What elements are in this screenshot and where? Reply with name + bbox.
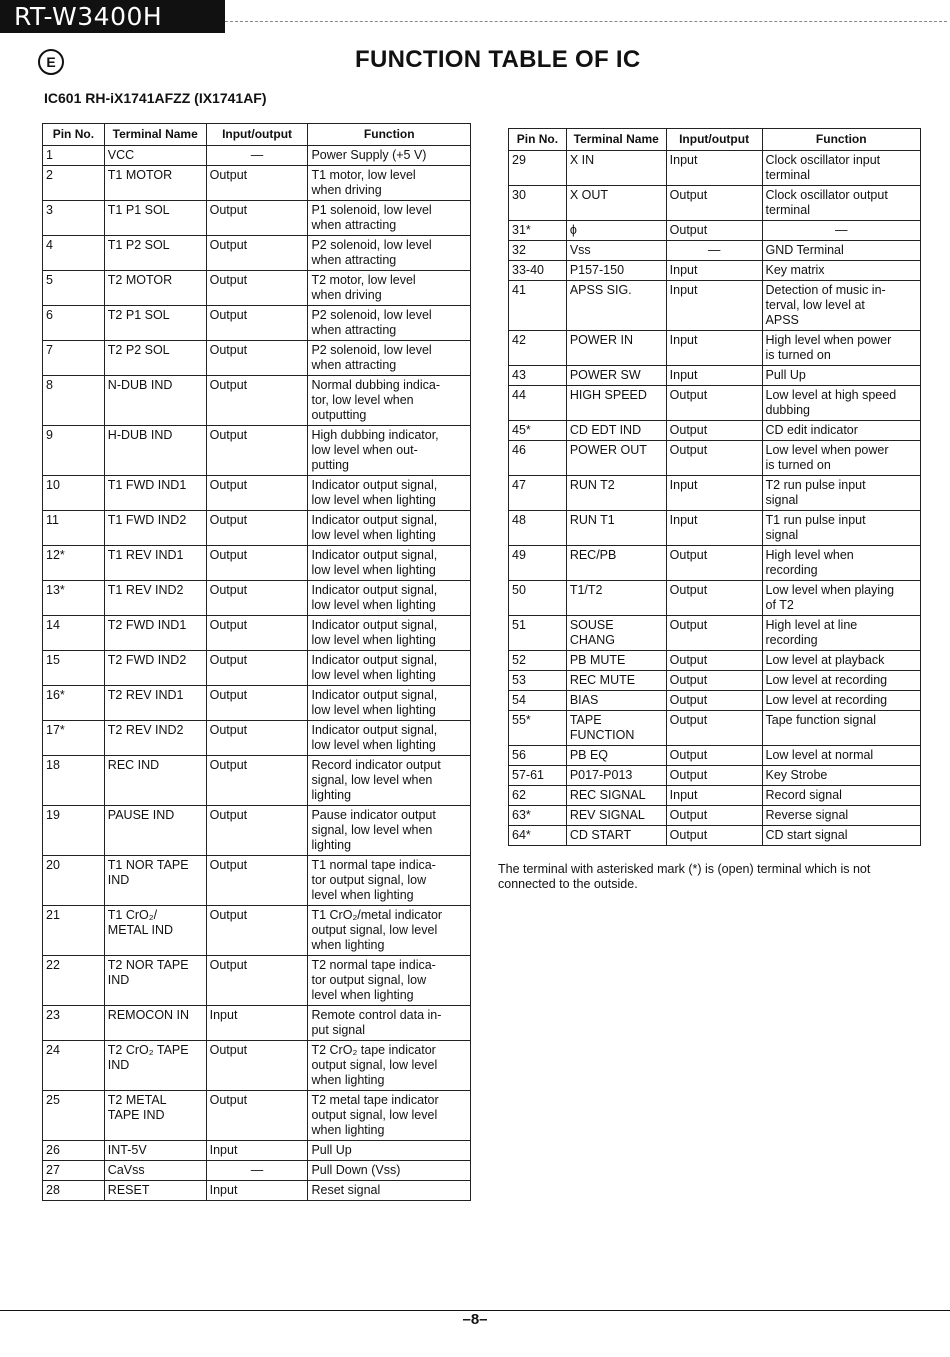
table-row — [509, 651, 921, 671]
cell-terminal-name: Vss — [566, 241, 666, 261]
table-row — [509, 691, 921, 711]
cell-function: Reverse signal — [762, 806, 920, 826]
header-input-output: Input/output — [666, 129, 762, 151]
cell-pin-no: 1 — [43, 146, 105, 166]
cell-function: T1 run pulse input signal — [762, 511, 920, 546]
cell-pin-no: 13* — [43, 581, 105, 616]
cell-input-output: Input — [666, 261, 762, 281]
table-row — [43, 856, 471, 906]
table-row — [509, 671, 921, 691]
cell-function: Clock oscillator output terminal — [762, 186, 920, 221]
cell-input-output: Output — [666, 546, 762, 581]
cell-input-output: Output — [206, 376, 308, 426]
table-row — [43, 721, 471, 756]
cell-function: Indicator output signal, low level when lighting — [308, 476, 471, 511]
cell-terminal-name: N-DUB IND — [104, 376, 206, 426]
cell-function: Low level at recording — [762, 691, 920, 711]
cell-function: High level when recording — [762, 546, 920, 581]
cell-pin-no: 27 — [43, 1161, 105, 1181]
cell-pin-no: 26 — [43, 1141, 105, 1161]
cell-function: Key matrix — [762, 261, 920, 281]
cell-terminal-name: CD START — [566, 826, 666, 846]
cell-input-output: Output — [666, 616, 762, 651]
table-row — [509, 581, 921, 616]
table-header-row — [43, 124, 471, 146]
cell-input-output: Output — [206, 511, 308, 546]
table-row — [509, 221, 921, 241]
model-badge: RT-W3400H — [0, 0, 225, 33]
cell-input-output: Output — [666, 221, 762, 241]
cell-terminal-name: TAPE FUNCTION — [566, 711, 666, 746]
table-row — [43, 476, 471, 511]
cell-input-output: Output — [206, 721, 308, 756]
table-row — [43, 956, 471, 1006]
cell-function: Low level when playing of T2 — [762, 581, 920, 616]
cell-function: Clock oscillator input terminal — [762, 151, 920, 186]
cell-input-output: — — [206, 1161, 308, 1181]
cell-terminal-name: T1 P2 SOL — [104, 236, 206, 271]
cell-input-output: Output — [666, 806, 762, 826]
table-row — [509, 766, 921, 786]
cell-function: P2 solenoid, low level when attracting — [308, 236, 471, 271]
cell-terminal-name: T1 MOTOR — [104, 166, 206, 201]
cell-terminal-name: T1 P1 SOL — [104, 201, 206, 236]
cell-function: Indicator output signal, low level when lighting — [308, 581, 471, 616]
cell-function: GND Terminal — [762, 241, 920, 261]
cell-function: Indicator output signal, low level when lighting — [308, 651, 471, 686]
cell-input-output: Output — [666, 651, 762, 671]
table-row — [509, 746, 921, 766]
table-row — [43, 1181, 471, 1201]
cell-function: P2 solenoid, low level when attracting — [308, 306, 471, 341]
cell-pin-no: 17* — [43, 721, 105, 756]
cell-terminal-name: APSS SIG. — [566, 281, 666, 331]
cell-terminal-name: T2 REV IND2 — [104, 721, 206, 756]
cell-pin-no: 29 — [509, 151, 567, 186]
cell-pin-no: 18 — [43, 756, 105, 806]
cell-terminal-name: P157-150 — [566, 261, 666, 281]
table-row — [509, 546, 921, 581]
table-row — [509, 366, 921, 386]
cell-pin-no: 2 — [43, 166, 105, 201]
cell-function: Pull Up — [308, 1141, 471, 1161]
table-row — [509, 386, 921, 421]
cell-pin-no: 10 — [43, 476, 105, 511]
table-row — [43, 756, 471, 806]
cell-pin-no: 50 — [509, 581, 567, 616]
cell-pin-no: 41 — [509, 281, 567, 331]
cell-pin-no: 64* — [509, 826, 567, 846]
cell-function: T2 motor, low level when driving — [308, 271, 471, 306]
cell-input-output: Output — [206, 651, 308, 686]
table-row — [43, 201, 471, 236]
table-row — [43, 236, 471, 271]
cell-terminal-name: CaVss — [104, 1161, 206, 1181]
cell-input-output: Output — [206, 756, 308, 806]
cell-terminal-name: T1 REV IND1 — [104, 546, 206, 581]
cell-input-output: Output — [206, 581, 308, 616]
cell-input-output: Input — [666, 151, 762, 186]
cell-function: T2 run pulse input signal — [762, 476, 920, 511]
cell-terminal-name: X IN — [566, 151, 666, 186]
cell-pin-no: 43 — [509, 366, 567, 386]
cell-pin-no: 19 — [43, 806, 105, 856]
cell-terminal-name: T2 CrO₂ TAPE IND — [104, 1041, 206, 1091]
cell-terminal-name: SOUSE CHANG — [566, 616, 666, 651]
cell-input-output: — — [666, 241, 762, 261]
cell-input-output: Output — [666, 671, 762, 691]
cell-input-output: Output — [206, 476, 308, 511]
header-rule — [225, 21, 947, 22]
function-table-left — [42, 123, 471, 1201]
cell-terminal-name: REV SIGNAL — [566, 806, 666, 826]
table-row — [509, 711, 921, 746]
cell-terminal-name: T2 FWD IND1 — [104, 616, 206, 651]
cell-function: CD start signal — [762, 826, 920, 846]
cell-function: High dubbing indicator, low level when out- putting — [308, 426, 471, 476]
cell-pin-no: 16* — [43, 686, 105, 721]
cell-input-output: Output — [206, 616, 308, 651]
cell-terminal-name: RUN T2 — [566, 476, 666, 511]
table-row — [509, 476, 921, 511]
cell-pin-no: 14 — [43, 616, 105, 651]
table-row — [509, 186, 921, 221]
cell-terminal-name: T1 NOR TAPE IND — [104, 856, 206, 906]
cell-input-output: Output — [666, 746, 762, 766]
cell-pin-no: 49 — [509, 546, 567, 581]
cell-terminal-name: BIAS — [566, 691, 666, 711]
cell-pin-no: 51 — [509, 616, 567, 651]
cell-function: T2 metal tape indicator output signal, low level when lighting — [308, 1091, 471, 1141]
cell-input-output: Input — [206, 1006, 308, 1041]
table-row — [43, 1041, 471, 1091]
footnote: The terminal with asterisked mark (*) is (open) terminal which is not connected to the outside. — [498, 862, 871, 891]
cell-pin-no: 23 — [43, 1006, 105, 1041]
cell-pin-no: 21 — [43, 906, 105, 956]
cell-function: Low level at playback — [762, 651, 920, 671]
cell-input-output: Output — [666, 581, 762, 616]
cell-terminal-name: T1 FWD IND2 — [104, 511, 206, 546]
table-row — [509, 261, 921, 281]
table-row — [509, 241, 921, 261]
cell-terminal-name: T2 FWD IND2 — [104, 651, 206, 686]
cell-pin-no: 31* — [509, 221, 567, 241]
table-row — [43, 1006, 471, 1041]
cell-pin-no: 46 — [509, 441, 567, 476]
cell-input-output: Output — [206, 806, 308, 856]
cell-pin-no: 54 — [509, 691, 567, 711]
cell-input-output: Output — [206, 956, 308, 1006]
cell-function: Normal dubbing indica- tor, low level when outputting — [308, 376, 471, 426]
language-mark-icon: E — [38, 49, 64, 75]
cell-pin-no: 42 — [509, 331, 567, 366]
cell-terminal-name: POWER SW — [566, 366, 666, 386]
table-row — [43, 146, 471, 166]
header-pin-no: Pin No. — [509, 129, 567, 151]
table-row — [43, 686, 471, 721]
cell-function: Indicator output signal, low level when lighting — [308, 686, 471, 721]
cell-pin-no: 3 — [43, 201, 105, 236]
cell-input-output: Input — [666, 331, 762, 366]
cell-function: Key Strobe — [762, 766, 920, 786]
cell-terminal-name: VCC — [104, 146, 206, 166]
cell-function: Low level at recording — [762, 671, 920, 691]
cell-terminal-name: T2 REV IND1 — [104, 686, 206, 721]
table-row — [43, 806, 471, 856]
cell-terminal-name: REMOCON IN — [104, 1006, 206, 1041]
cell-terminal-name: T1/T2 — [566, 581, 666, 616]
cell-pin-no: 12* — [43, 546, 105, 581]
cell-function: T1 motor, low level when driving — [308, 166, 471, 201]
cell-pin-no: 55* — [509, 711, 567, 746]
cell-pin-no: 8 — [43, 376, 105, 426]
cell-terminal-name: REC/PB — [566, 546, 666, 581]
cell-input-output: Output — [206, 546, 308, 581]
cell-input-output: Output — [206, 686, 308, 721]
header-input-output: Input/output — [206, 124, 308, 146]
cell-pin-no: 4 — [43, 236, 105, 271]
cell-terminal-name: T1 REV IND2 — [104, 581, 206, 616]
cell-function: P1 solenoid, low level when attracting — [308, 201, 471, 236]
cell-terminal-name: CD EDT IND — [566, 421, 666, 441]
page-number: –8– — [462, 1311, 488, 1328]
cell-pin-no: 20 — [43, 856, 105, 906]
cell-input-output: Input — [206, 1181, 308, 1201]
cell-pin-no: 30 — [509, 186, 567, 221]
cell-input-output: Output — [206, 1091, 308, 1141]
cell-function: Low level at high speed dubbing — [762, 386, 920, 421]
cell-terminal-name: POWER OUT — [566, 441, 666, 476]
table-row — [509, 786, 921, 806]
cell-pin-no: 22 — [43, 956, 105, 1006]
cell-input-output: Output — [206, 906, 308, 956]
cell-pin-no: 52 — [509, 651, 567, 671]
cell-input-output: Output — [666, 186, 762, 221]
cell-function: T1 CrO₂/metal indicator output signal, low level when lighting — [308, 906, 471, 956]
table-row — [509, 616, 921, 651]
header-function: Function — [308, 124, 471, 146]
cell-terminal-name: T1 FWD IND1 — [104, 476, 206, 511]
cell-function: Indicator output signal, low level when lighting — [308, 616, 471, 651]
cell-function: Tape function signal — [762, 711, 920, 746]
table-row — [43, 511, 471, 546]
header-pin-no: Pin No. — [43, 124, 105, 146]
cell-pin-no: 7 — [43, 341, 105, 376]
cell-pin-no: 48 — [509, 511, 567, 546]
table-row — [43, 651, 471, 686]
cell-function: Pull Down (Vss) — [308, 1161, 471, 1181]
cell-pin-no: 9 — [43, 426, 105, 476]
cell-input-output: Output — [206, 236, 308, 271]
cell-pin-no: 15 — [43, 651, 105, 686]
cell-input-output: Input — [206, 1141, 308, 1161]
cell-input-output: — — [206, 146, 308, 166]
table-row — [43, 1141, 471, 1161]
cell-input-output: Input — [666, 281, 762, 331]
cell-function: T1 normal tape indica- tor output signal, low level when lighting — [308, 856, 471, 906]
cell-function: Remote control data in- put signal — [308, 1006, 471, 1041]
cell-terminal-name: T2 NOR TAPE IND — [104, 956, 206, 1006]
cell-input-output: Output — [206, 271, 308, 306]
cell-terminal-name: T2 P2 SOL — [104, 341, 206, 376]
cell-terminal-name: ϕ — [566, 221, 666, 241]
table-row — [43, 1161, 471, 1181]
table-row — [509, 826, 921, 846]
cell-pin-no: 24 — [43, 1041, 105, 1091]
cell-input-output: Output — [666, 826, 762, 846]
header-terminal-name: Terminal Name — [104, 124, 206, 146]
cell-function: CD edit indicator — [762, 421, 920, 441]
table-row — [43, 616, 471, 651]
cell-input-output: Output — [666, 766, 762, 786]
cell-input-output: Input — [666, 511, 762, 546]
table-row — [509, 421, 921, 441]
cell-terminal-name: REC MUTE — [566, 671, 666, 691]
header-terminal-name: Terminal Name — [566, 129, 666, 151]
cell-function: Indicator output signal, low level when lighting — [308, 511, 471, 546]
cell-pin-no: 63* — [509, 806, 567, 826]
function-table-right — [508, 128, 921, 846]
table-row — [43, 341, 471, 376]
table-row — [43, 906, 471, 956]
table-row — [43, 546, 471, 581]
cell-pin-no: 6 — [43, 306, 105, 341]
table-row — [43, 271, 471, 306]
table-row — [509, 441, 921, 476]
cell-function: T2 CrO₂ tape indicator output signal, low level when lighting — [308, 1041, 471, 1091]
table-row — [43, 581, 471, 616]
ic-heading: IC601 RH-iX1741AFZZ (IX1741AF) — [44, 90, 267, 106]
cell-input-output: Output — [206, 341, 308, 376]
cell-terminal-name: T2 MOTOR — [104, 271, 206, 306]
cell-function: Reset signal — [308, 1181, 471, 1201]
table-row — [43, 306, 471, 341]
cell-terminal-name: REC SIGNAL — [566, 786, 666, 806]
cell-input-output: Output — [666, 386, 762, 421]
cell-terminal-name: PB EQ — [566, 746, 666, 766]
cell-terminal-name: HIGH SPEED — [566, 386, 666, 421]
cell-function: Record indicator output signal, low level when lighting — [308, 756, 471, 806]
cell-pin-no: 44 — [509, 386, 567, 421]
cell-function: P2 solenoid, low level when attracting — [308, 341, 471, 376]
table-row — [509, 511, 921, 546]
table-header-row — [509, 129, 921, 151]
cell-input-output: Input — [666, 476, 762, 511]
page-title: FUNCTION TABLE OF IC — [355, 46, 641, 73]
cell-input-output: Output — [666, 441, 762, 476]
cell-pin-no: 5 — [43, 271, 105, 306]
cell-function: Low level at normal — [762, 746, 920, 766]
cell-function: Pull Up — [762, 366, 920, 386]
cell-input-output: Output — [206, 1041, 308, 1091]
table-row — [43, 166, 471, 201]
cell-terminal-name: H-DUB IND — [104, 426, 206, 476]
cell-terminal-name: T1 CrO₂/ METAL IND — [104, 906, 206, 956]
cell-pin-no: 57-61 — [509, 766, 567, 786]
cell-terminal-name: T2 METAL TAPE IND — [104, 1091, 206, 1141]
cell-function: Detection of music in- terval, low level at APSS — [762, 281, 920, 331]
cell-function: Indicator output signal, low level when lighting — [308, 721, 471, 756]
cell-function: High level at line recording — [762, 616, 920, 651]
cell-pin-no: 32 — [509, 241, 567, 261]
table-row — [509, 331, 921, 366]
table-row — [509, 281, 921, 331]
cell-terminal-name: POWER IN — [566, 331, 666, 366]
cell-input-output: Output — [206, 856, 308, 906]
cell-function: High level when power is turned on — [762, 331, 920, 366]
cell-function: — — [762, 221, 920, 241]
header-function: Function — [762, 129, 920, 151]
cell-terminal-name: PB MUTE — [566, 651, 666, 671]
cell-input-output: Output — [206, 306, 308, 341]
cell-pin-no: 47 — [509, 476, 567, 511]
cell-pin-no: 45* — [509, 421, 567, 441]
cell-function: Record signal — [762, 786, 920, 806]
table-row — [43, 376, 471, 426]
cell-pin-no: 11 — [43, 511, 105, 546]
cell-input-output: Output — [666, 691, 762, 711]
cell-input-output: Input — [666, 786, 762, 806]
table-row — [43, 1091, 471, 1141]
cell-terminal-name: INT-5V — [104, 1141, 206, 1161]
cell-function: Indicator output signal, low level when lighting — [308, 546, 471, 581]
cell-terminal-name: T2 P1 SOL — [104, 306, 206, 341]
cell-input-output: Output — [206, 201, 308, 236]
cell-input-output: Output — [206, 166, 308, 201]
cell-pin-no: 28 — [43, 1181, 105, 1201]
cell-terminal-name: REC IND — [104, 756, 206, 806]
cell-terminal-name: RESET — [104, 1181, 206, 1201]
cell-pin-no: 33-40 — [509, 261, 567, 281]
cell-input-output: Output — [666, 711, 762, 746]
cell-pin-no: 25 — [43, 1091, 105, 1141]
cell-input-output: Output — [206, 426, 308, 476]
cell-input-output: Output — [666, 421, 762, 441]
cell-pin-no: 62 — [509, 786, 567, 806]
table-row — [509, 806, 921, 826]
cell-pin-no: 53 — [509, 671, 567, 691]
cell-terminal-name: RUN T1 — [566, 511, 666, 546]
cell-terminal-name: PAUSE IND — [104, 806, 206, 856]
cell-function: T2 normal tape indica- tor output signal, low level when lighting — [308, 956, 471, 1006]
cell-function: Pause indicator output signal, low level when lighting — [308, 806, 471, 856]
cell-function: Low level when power is turned on — [762, 441, 920, 476]
cell-function: Power Supply (+5 V) — [308, 146, 471, 166]
cell-terminal-name: P017-P013 — [566, 766, 666, 786]
table-row — [43, 426, 471, 476]
table-row — [509, 151, 921, 186]
cell-input-output: Input — [666, 366, 762, 386]
cell-terminal-name: X OUT — [566, 186, 666, 221]
cell-pin-no: 56 — [509, 746, 567, 766]
